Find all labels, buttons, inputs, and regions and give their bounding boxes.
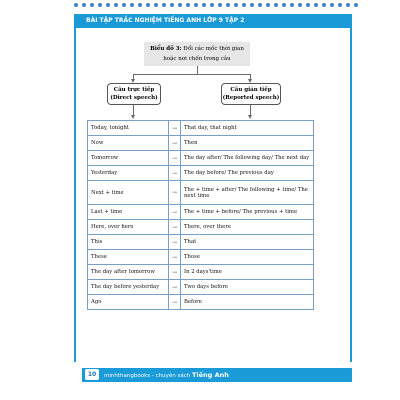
decor-dot (130, 3, 134, 7)
arrow-icon: → (169, 220, 181, 235)
connector-vertical (197, 66, 198, 74)
direct-cell: Today, tonight (88, 121, 169, 136)
table-row (88, 151, 314, 166)
decor-dot (90, 3, 94, 7)
decor-dot (282, 3, 286, 7)
decor-dot (290, 3, 294, 7)
arrow-icon: → (169, 166, 181, 181)
page-header (74, 14, 352, 28)
table-row (88, 265, 314, 280)
reported-speech-label: Câu gián tiếp (230, 87, 272, 93)
direct-cell: Next + time (88, 181, 169, 205)
decor-dot (138, 3, 142, 7)
decor-dot (106, 3, 110, 7)
reported-cell: That day, that night (181, 121, 314, 136)
decor-dot (338, 3, 342, 7)
reported-cell: Two days before (181, 280, 314, 295)
table-row (88, 250, 314, 265)
decor-dot (154, 3, 158, 7)
decor-dot (162, 3, 166, 7)
direct-cell: Ago (88, 295, 169, 310)
direct-cell: The day before yesterday (88, 280, 169, 295)
arrowhead-left-down (131, 115, 135, 119)
decor-dot (194, 3, 198, 7)
table-row (88, 280, 314, 295)
arrow-icon: → (169, 235, 181, 250)
table-row (88, 205, 314, 220)
decor-dot (74, 3, 78, 7)
reported-cell: The + time + before/ The previous + time (181, 205, 314, 220)
arrow-icon: → (169, 295, 181, 310)
decor-dot (330, 3, 334, 7)
conversion-table (87, 120, 314, 310)
reported-cell: Then (181, 136, 314, 151)
decor-dot (298, 3, 302, 7)
arrow-icon: → (169, 136, 181, 151)
decor-dot (250, 3, 254, 7)
table-row (88, 121, 314, 136)
decor-dot (210, 3, 214, 7)
footer-brand-bold: Tiếng Anh (191, 371, 229, 379)
decor-dot (258, 3, 262, 7)
decor-dot (186, 3, 190, 7)
decor-dot (218, 3, 222, 7)
reported-cell: There, over there (181, 220, 314, 235)
arrow-icon: → (169, 205, 181, 220)
decor-dot (178, 3, 182, 7)
page-number: 10 (85, 369, 99, 380)
direct-cell: These (88, 250, 169, 265)
decor-dot (306, 3, 310, 7)
reported-cell: The day after/ The following day/ The next day (181, 151, 314, 166)
direct-speech-label: Câu trực tiếp (113, 87, 155, 93)
reported-cell: Those (181, 250, 314, 265)
decor-dot (354, 3, 358, 7)
decor-dot (242, 3, 246, 7)
decor-dot (122, 3, 126, 7)
arrow-icon: → (169, 250, 181, 265)
arrow-icon: → (169, 265, 181, 280)
decor-dot (226, 3, 230, 7)
reported-speech-box (221, 83, 281, 105)
arrow-icon: → (169, 121, 181, 136)
direct-cell: Here, over here (88, 220, 169, 235)
arrow-icon: → (169, 151, 181, 166)
decor-dot (82, 3, 86, 7)
decor-dot (266, 3, 270, 7)
table-row (88, 136, 314, 151)
direct-cell: This (88, 235, 169, 250)
decor-dot (346, 3, 350, 7)
direct-speech-sub: (Direct speech) (110, 95, 158, 101)
decor-dot (234, 3, 238, 7)
decor-dot (322, 3, 326, 7)
diagram-title-bold: Biểu đồ 3: (150, 46, 182, 52)
decor-dot (114, 3, 118, 7)
reported-cell: Before (181, 295, 314, 310)
direct-cell: Now (88, 136, 169, 151)
direct-cell: Tomorrow (88, 151, 169, 166)
decor-dot (202, 3, 206, 7)
decor-dot (146, 3, 150, 7)
decor-dot (274, 3, 278, 7)
diagram-title (144, 42, 250, 66)
header-title: BÀI TẬP TRẮC NGHIỆM TIẾNG ANH LỚP 9 TẬP 2 (86, 17, 245, 24)
decor-dot (170, 3, 174, 7)
arrow-icon: → (169, 280, 181, 295)
top-dot-strip (74, 0, 360, 9)
connector-horizontal (133, 74, 250, 75)
arrowhead-right-down (248, 115, 252, 119)
direct-speech-box (107, 83, 161, 105)
arrow-icon: → (169, 181, 181, 205)
diagram-title-text: Đổi các mốc thời gian hoặc nơi chốn trong câu (163, 46, 244, 62)
table-row (88, 220, 314, 235)
footer-brand-text: minhthangbooks - chuyên sách (104, 373, 192, 379)
table-row (88, 181, 314, 205)
direct-cell: The day after tomorrow (88, 265, 169, 280)
reported-cell: In 2 days'time (181, 265, 314, 280)
table-row (88, 235, 314, 250)
direct-cell: Last + time (88, 205, 169, 220)
decor-dot (314, 3, 318, 7)
reported-cell: The day before/ The previous day (181, 166, 314, 181)
direct-cell: Yesterday (88, 166, 169, 181)
reported-cell: That (181, 235, 314, 250)
table-row (88, 295, 314, 310)
footer-brand (104, 368, 229, 382)
reported-cell: The + time + after/ The following + time/ The next time (181, 181, 314, 205)
table-row (88, 166, 314, 181)
decor-dot (98, 3, 102, 7)
reported-speech-sub: (Reported speech) (222, 95, 280, 101)
